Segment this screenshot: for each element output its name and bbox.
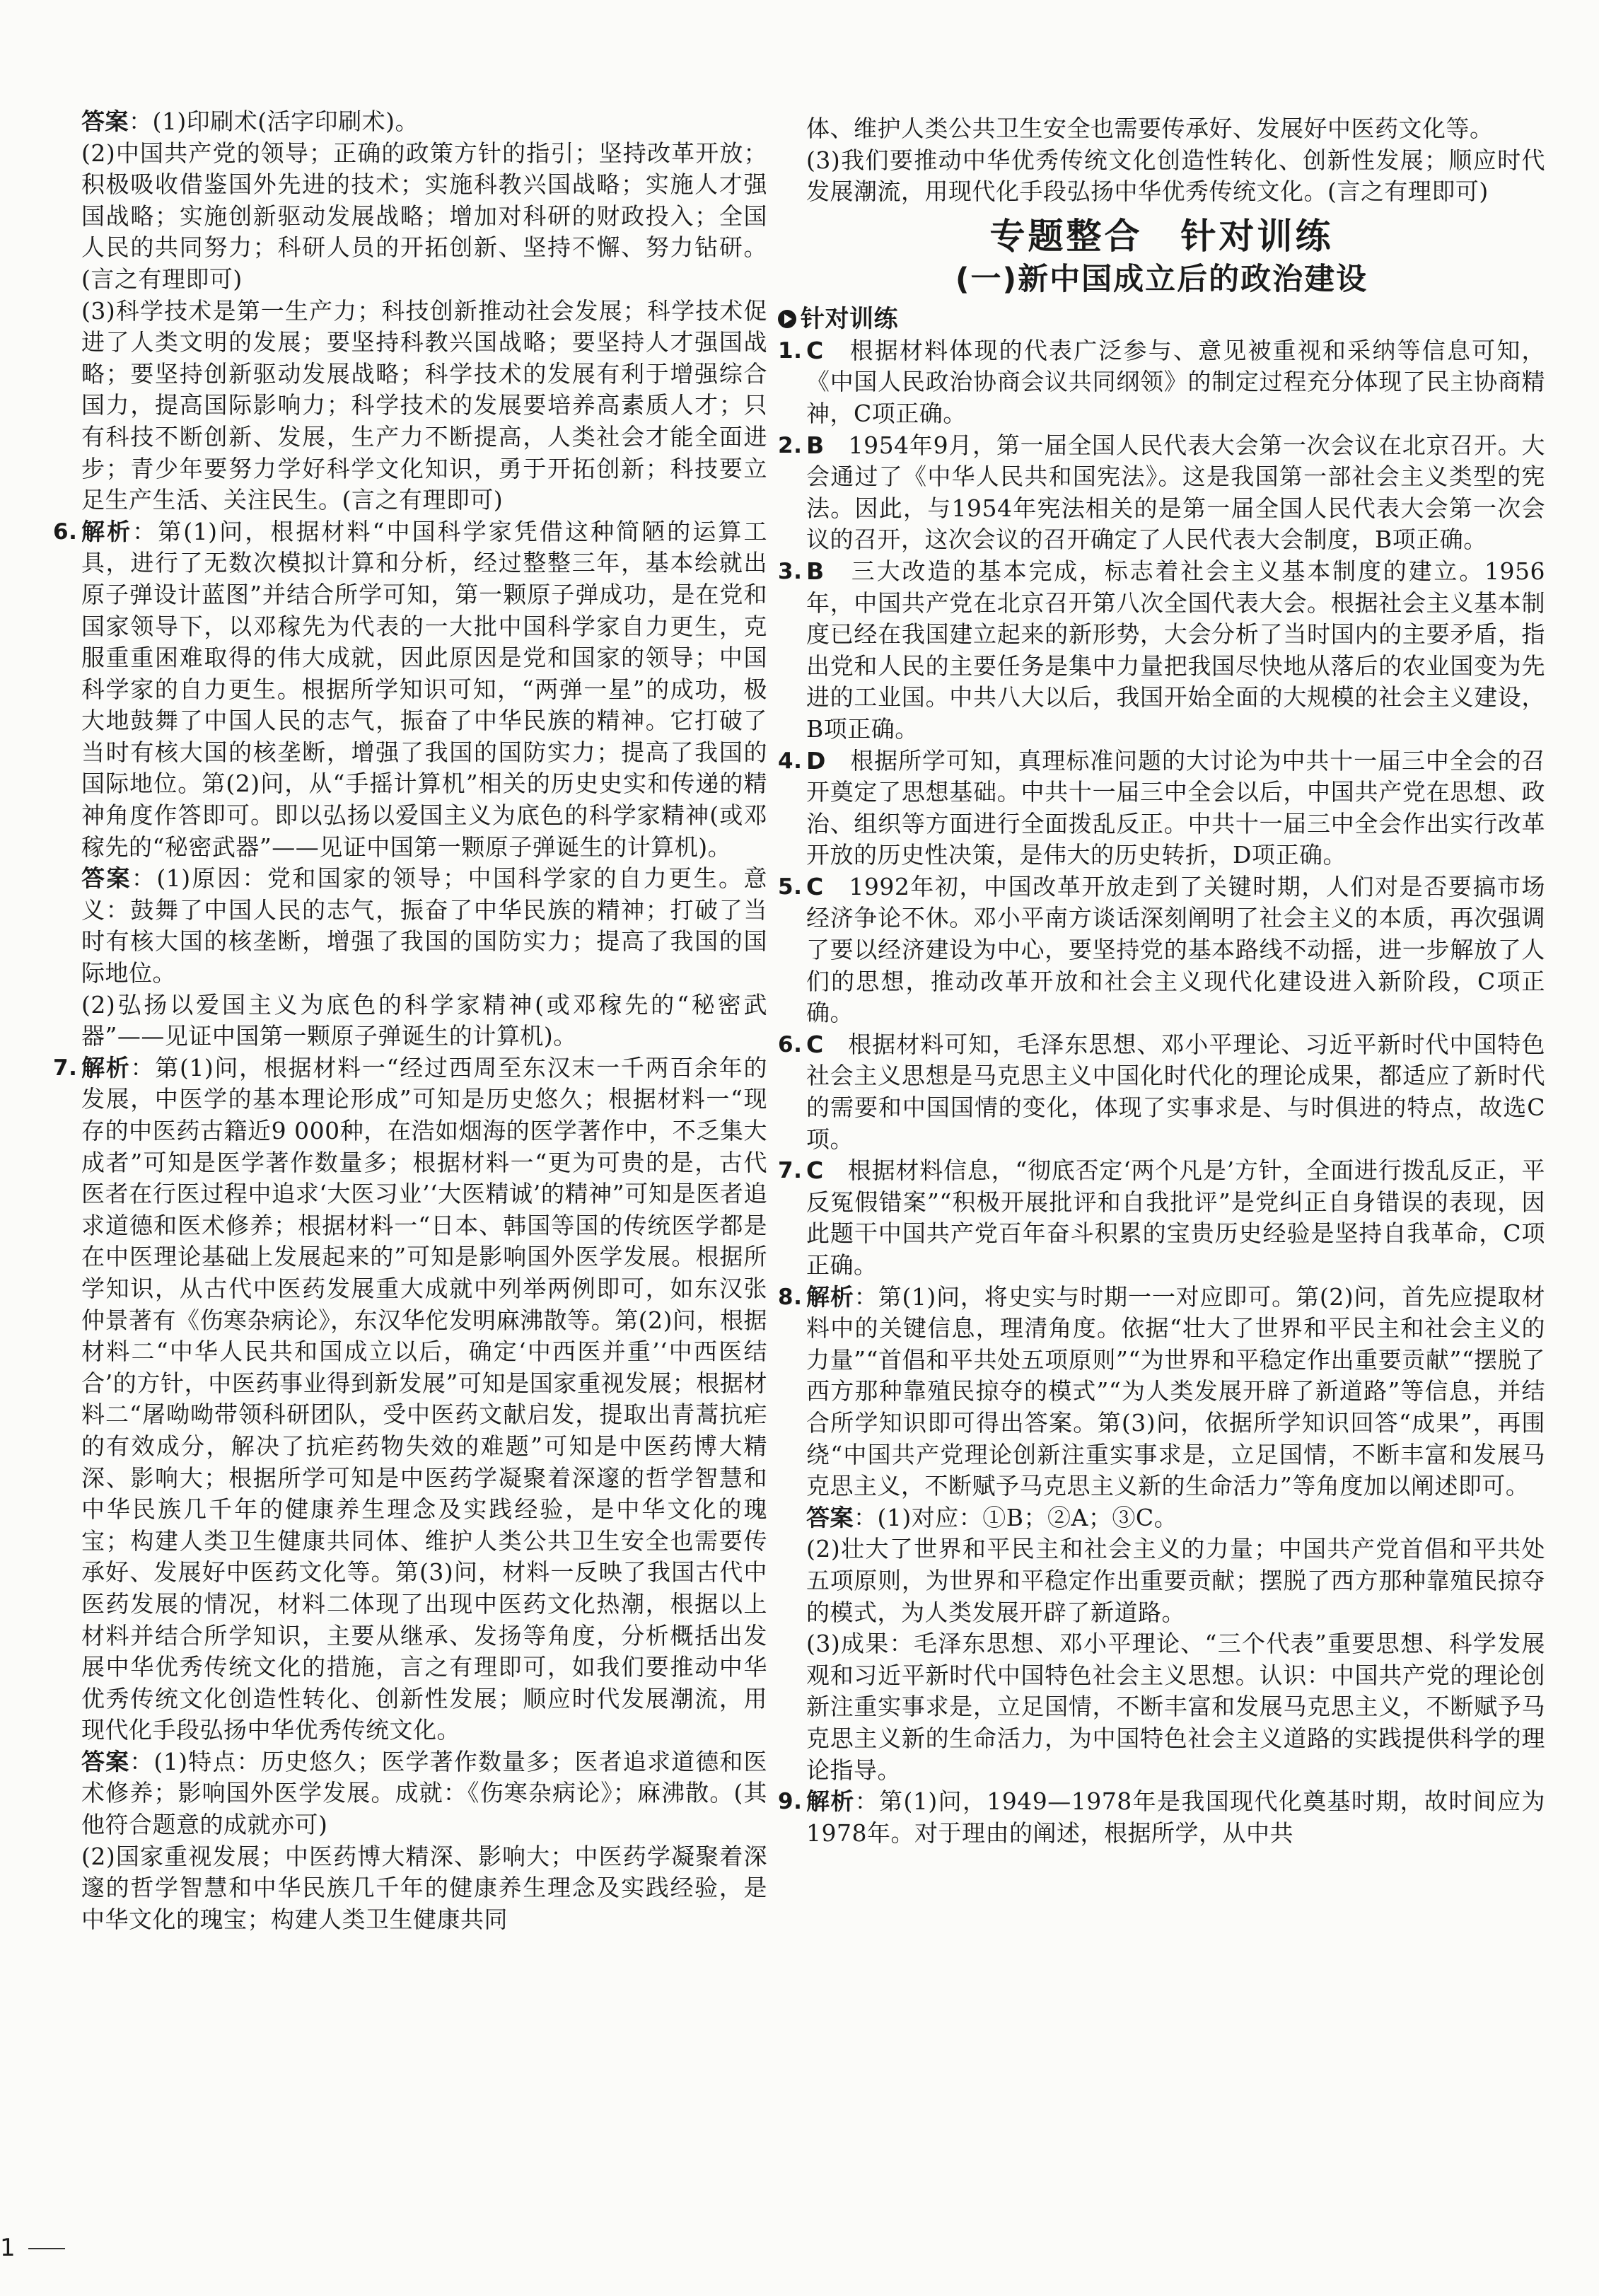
paragraph-text: (2)国家重视发展；中医药博大精深、影响大；中医药学凝聚着深邃的哲学智慧和中华民族几千年的健康养生理念及实践经验，是中华文化的瑰宝；构建人类卫生健康共同 [81,1842,767,1933]
analysis-label: 解析 [806,1787,855,1816]
paragraph-text: (2)壮大了世界和平民主和社会主义的力量；中国共产党首倡和平共处五项原则，为世界和平稳定作出重要贡献；摆脱了西方那种靠殖民掠夺的模式，为人类发展开辟了新道路。 [806,1535,1545,1626]
section-heading-label: 针对训练 [801,304,898,333]
text-paragraph [778,113,1545,145]
question-number: 1. [778,337,803,364]
question-number: 7. [778,1158,803,1184]
question-number: 6. [53,518,78,545]
answer-label: 答案 [81,108,129,135]
question-text: ：第(1)问，将史实与时期一一对应即可。第(2)问，首先应提取材料中的关键信息，理清角度。依据“壮大了世界和平民主和社会主义的力量”“首倡和平共处五项原则”“为世界和平稳定作出重要贡献”“摆脱了西方那种靠殖民掠夺的模式”“为人类发展开辟了新道路”等信息，并结合所学知识即可得出答案。第(3)问，依据所学知识回答“成果”，再围绕“中国共产党理论创新注重实事求是，立足国情，不断丰富和发展马克思主义，不断赋予马克思主义新的生命活力”等角度加以阐述即可。 [806,1282,1545,1500]
answer-key: C [806,872,824,900]
answer-paragraph [53,106,767,138]
question-text: ：第(1)问，根据材料“中国科学家凭借这种简陋的运算工具，进行了无数次模拟计算和分析，经过整整三年，基本绘就出原子弹设计蓝图”并结合所学可知，第一颗原子弹成功，是在党和国家领导下，以邓稼先为代表的一大批中国科学家自力更生，克服重重困难取得的伟大成就，因此原因是党和国家的领导；中国科学家的自力更生。根据所学知识可知，“两弹一星”的成功，极大地鼓舞了中国人民的志气，振奋了中华民族的精神。它打破了当时有核大国的核垄断，增强了我国的国防实力；提高了我国的国际地位。第(2)问，从“手摇计算机”相关的历史史实和传递的精神角度作答即可。即以弘扬以爱国主义为底色的科学家精神(或邓稼先的“秘密武器”——见证中国第一颗原子弹诞生的计算机)。 [81,517,768,861]
question-text: 三大改造的基本完成，标志着社会主义基本制度的建立。1956年，中国共产党在北京召开第八次全国代表大会。根据社会主义基本制度已经在我国建立起来的新形势，大会分析了当时国内的主要矛盾，指出党和人民的主要任务是集中力量把我国尽快地从落后的农业国变为先进的工业国。中共八大以后，我国开始全面的大规模的社会主义建设，B项正确。 [806,557,1545,743]
text-paragraph [778,1628,1545,1786]
answer-label: 答案 [806,1503,854,1531]
question-item [53,1053,767,1746]
question-item [53,516,767,864]
page-title: 专题整合 针对训练 [989,215,1334,257]
question-number: 5. [778,874,803,900]
answer-key: C [806,336,824,364]
paragraph-text: (2)中国共产党的领导；正确的政策方针的指引；坚持改革开放；积极吸收借鉴国外先进的技术；实施科教兴国战略；实施人才强国战略；实施创新驱动发展战略；增加对科研的财政投入；全国人民的共同努力；科研人员的开拓创新、坚持不懈、努力钻研。(言之有理即可) [81,139,767,293]
question-number: 8. [778,1284,803,1310]
answer-block [778,1502,1545,1786]
answer-text: ：(1)印刷术(活字印刷术)。 [129,108,419,135]
footer-rule [28,2248,65,2249]
question-item [778,871,1545,1029]
question-text: 根据材料信息，“彻底否定‘两个凡是’方针，全面进行拨乱反正，平反冤假错案”“积极开展批评和自我批评”是党纠正自身错误的表现，因此题干中国共产党百年奋斗积累的宝贵历史经验是坚持自我革命，C项正确。 [806,1156,1545,1279]
text-paragraph [53,990,767,1053]
question-number: 7. [53,1055,78,1081]
question-item [778,556,1545,746]
question-item [778,746,1545,871]
page-subtitle: (一)新中国成立后的政治建设 [955,261,1368,297]
answer-label: 答案 [81,1747,130,1775]
answer-key: D [806,746,826,775]
question-text: 根据材料可知，毛泽东思想、邓小平理论、习近平新时代中国特色社会主义思想是马克思主义中国化时代化的理论成果，都适应了新时代的需要和中国国情的变化，体现了实事求是、与时俱进的特点，故选C项。 [806,1030,1545,1153]
question-item [778,430,1545,556]
question-number: 2. [778,432,803,458]
play-icon [778,310,796,328]
question-item [778,1786,1545,1849]
answer-key: 解析 [806,1282,854,1311]
text-paragraph [778,1533,1545,1628]
answer-paragraph [778,1502,1545,1534]
question-text: 根据材料体现的代表广泛参与、意见被重视和采纳等信息可知，《中国人民政治协商会议共同纲领》的制定过程充分体现了民主协商精神，C项正确。 [806,336,1545,427]
answer-paragraph [53,1746,767,1841]
right-top-continuation [778,113,1545,208]
answer-text: ：(1)特点：历史悠久；医学著作数量多；医者追求道德和医术修养；影响国外医学发展。成就：《伤寒杂病论》；麻沸散。(其他符合题意的成就亦可) [81,1747,767,1839]
paragraph-text: (3)我们要推动中华优秀传统文化创造性转化、创新性发展；顺应时代发展潮流，用现代化手段弘扬中华优秀传统文化。(言之有理即可) [806,146,1545,206]
question-item [778,1029,1545,1155]
right-column [778,113,1545,1849]
analysis-label: 解析 [81,1053,131,1082]
question-number: 9. [778,1789,803,1815]
question-text: 1954年9月，第一届全国人民代表大会第一次会议在北京召开。大会通过了《中华人民共和国宪法》。这是我国第一部社会主义类型的宪法。因此，与1954年宪法相关的是第一届全国人民代表大会第一次会议的召开，这次会议的召开确定了人民代表大会制度，B项正确。 [806,431,1545,554]
question-number: 4. [778,748,803,774]
answer-label: 答案 [81,864,132,893]
question-item [778,1282,1545,1502]
answer-text: ：(1)原因：党和国家的领导；中国科学家的自力更生。意义：鼓舞了中国人民的志气，振奋了中华民族的精神；打破了当时有核大国的核垄断，增强了我国的国防实力；提高了我国的国际地位。 [81,864,767,987]
answer-paragraph [53,863,767,989]
answer-key: C [806,1156,824,1185]
question-text: 根据所学可知，真理标准问题的大讨论为中共十一届三中全会的召开奠定了思想基础。中共十一届三中全会以后，中国共产党在思想、政治、组织等方面进行全面拨乱反正。中共十一届三中全会作出实行改革开放的历史性决策，是伟大的历史转折，D项正确。 [806,746,1545,869]
paragraph-text: (3)成果：毛泽东思想、邓小平理论、“三个代表”重要思想、科学发展观和习近平新时代中国特色社会主义思想。认识：中国共产党的理论创新注重实事求是，立足国情，不断丰富和发展马克思主义，不断赋予马克思主义新的生命活力，为中国特色社会主义道路的实践提供科学的理论指导。 [806,1630,1545,1784]
paragraph-text: (3)科学技术是第一生产力；科技创新推动社会发展；科学技术促进了人类文明的发展；要坚持科教兴国战略；要坚持人才强国战略；要坚持创新驱动发展战略；科学技术的发展有利于增强综合国力，提高国际影响力；科学技术的发展要培养高素质人才；只有科技不断创新、发展，生产力不断提高，人类社会才能全面进步；青少年要努力学好科学文化知识，勇于开拓创新；科技要立足生产生活、关注民生。(言之有理即可) [81,296,767,514]
page-number: 1 [0,2234,16,2262]
question-number: 3. [778,558,803,584]
question-text: ：第(1)问，根据材料一“经过西周至东汉末一千两百余年的发展，中医学的基本理论形成”可知是历史悠久；根据材料一“现存的中医药古籍近9 000种，在浩如烟海的医学著作中，不乏集大成者”可知是医学著作数量多；根据材料一“更为可贵的是，古代医者在行医过程中追求‘大医习业’‘大医精诚’的精神”可知是医者追求道德和医术修养；根据材料一“日本、韩国等国的传统医学都是在中医理论基础上发展起来的”可知是影响国外医学发展。根据所学知识，从古代中医药发展重大成就中列举两例即可，如东汉张仲景著有《伤寒杂病论》，东汉华佗发明麻沸散等。第(2)问，根据材料二“中华人民共和国成立以后，确定‘中西医并重’‘中西医结合’的方针，中医药事业得到新发展”可知是国家重视发展；根据材料二“屠呦呦带领科研团队，受中医药文献启发，提取出青蒿抗疟的有效成分，解决了抗疟药物失效的难题”可知是中医药博大精深、影响大；根据所学可知是中医药学凝聚着深邃的哲学智慧和中华民族几千年的健康养生理念及实践经验，是中华文化的瑰宝；构建人类卫生健康共同体、维护人类公共卫生安全也需要传承好、发展好中医药文化等。第(3)问，材料一反映了我国古代中医药发展的情况，材料二体现了出现中医药文化热潮，根据以上材料并结合所学知识，主要从继承、发扬等角度，分析概括出发展中华优秀传统文化的措施，言之有理即可，如我们要推动中华优秀传统文化创造性转化、创新性发展；顺应时代发展潮流，用现代化手段弘扬中华优秀传统文化。 [81,1053,768,1744]
question-item [778,335,1545,430]
question-number: 6. [778,1031,803,1057]
section-heading [778,303,1545,335]
text-paragraph [53,296,767,516]
answer-key: C [806,1030,824,1058]
question-text: ：第(1)问，1949—1978年是我国现代化奠基时期，故时间应为1978年。对于理由的阐述，根据所学，从中共 [806,1787,1545,1847]
answer-key: B [806,557,825,585]
text-paragraph [778,145,1545,208]
paragraph-text: (2)弘扬以爱国主义为底色的科学家精神(或邓稼先的“秘密武器”——见证中国第一颗原子弹诞生的计算机)。 [81,990,767,1050]
question-item [778,1155,1545,1281]
answer-text: ：(1)对应：①B；②A；③C。 [854,1503,1178,1531]
left-column [53,106,767,1935]
analysis-label: 解析 [81,517,133,545]
text-paragraph [53,1841,767,1936]
answer-key: B [806,431,825,459]
text-paragraph [53,138,767,296]
paragraph-text: 体、维护人类公共卫生安全也需要传承好、发展好中医药文化等。 [806,115,1494,142]
question-list [778,335,1545,1502]
question-text: 1992年初，中国改革开放走到了关键时期，人们对是否要搞市场经济争论不休。邓小平南方谈话深刻阐明了社会主义的本质，再次强调了要以经济建设为中心，要坚持党的基本路线不动摇，进一步解放了人们的思想，推动改革开放和社会主义现代化建设进入新阶段，C项正确。 [806,872,1545,1027]
